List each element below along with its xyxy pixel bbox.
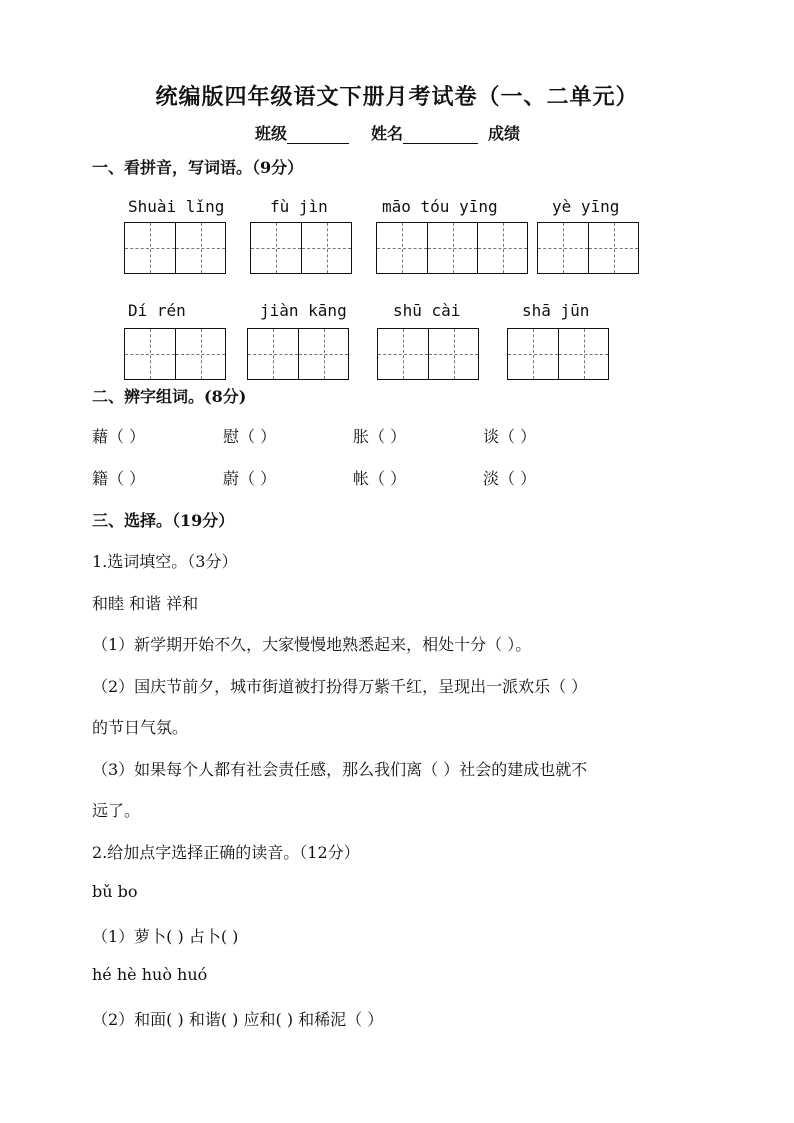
word-pair-item[interactable]: 蔚（ ） xyxy=(223,469,277,488)
pronunciation-line-1[interactable]: （1）萝卜( ) 占卜( ) xyxy=(92,927,239,946)
writing-cell[interactable] xyxy=(508,329,558,379)
sentence-3-continued: 远了。 xyxy=(92,801,141,820)
writing-cell[interactable] xyxy=(298,329,348,379)
class-blank[interactable] xyxy=(287,127,349,144)
pinyin-label: Shuài lǐng xyxy=(128,197,225,216)
writing-cell[interactable] xyxy=(125,223,175,273)
writing-cell[interactable] xyxy=(248,329,298,379)
writing-grid[interactable] xyxy=(537,222,639,274)
writing-cell[interactable] xyxy=(125,329,175,379)
pinyin-options-1: bǔ bo xyxy=(92,882,138,901)
word-pair-item[interactable]: 淡（ ） xyxy=(483,469,537,488)
sentence-2[interactable]: （2）国庆节前夕，城市街道被打扮得万紫千红，呈现出一派欢乐（ ） xyxy=(92,677,588,696)
writing-cell[interactable] xyxy=(428,329,478,379)
writing-grid[interactable] xyxy=(377,328,479,380)
writing-cell[interactable] xyxy=(251,223,301,273)
pinyin-label: Dí rén xyxy=(128,301,186,320)
word-pair-item[interactable]: 慰（ ） xyxy=(223,427,277,446)
word-pair-item[interactable]: 谈（ ） xyxy=(483,427,537,446)
writing-grid[interactable] xyxy=(124,328,226,380)
writing-cell[interactable] xyxy=(538,223,588,273)
writing-grid[interactable] xyxy=(247,328,349,380)
pinyin-label: māo tóu yīng xyxy=(382,197,498,216)
writing-grid[interactable] xyxy=(124,222,226,274)
pinyin-label: shū cài xyxy=(393,301,461,320)
writing-cell[interactable] xyxy=(378,329,428,379)
writing-cell[interactable] xyxy=(175,329,225,379)
writing-cell[interactable] xyxy=(175,223,225,273)
class-label: 班级 xyxy=(255,124,288,143)
name-blank[interactable] xyxy=(403,127,478,144)
word-pair-item[interactable]: 籍（ ） xyxy=(92,469,146,488)
pinyin-label: yè yīng xyxy=(552,197,620,216)
writing-grid[interactable] xyxy=(250,222,352,274)
sentence-3[interactable]: （3）如果每个人都有社会责任感，那么我们离（ ）社会的建成也就不 xyxy=(92,760,588,779)
name-label: 姓名 xyxy=(371,124,404,143)
section2-heading: 二、辨字组词。(8分) xyxy=(92,387,247,406)
word-pair-item[interactable]: 藉（ ） xyxy=(92,427,146,446)
writing-cell[interactable] xyxy=(477,223,527,273)
section3-heading: 三、选择。（19分） xyxy=(92,511,235,530)
writing-cell[interactable] xyxy=(427,223,477,273)
student-info-line xyxy=(255,121,520,144)
pinyin-label: fù jìn xyxy=(270,197,328,216)
sentence-2-continued: 的节日气氛。 xyxy=(92,718,189,737)
writing-cell[interactable] xyxy=(558,329,608,379)
pronunciation-line-2[interactable]: （2）和面( ) 和谐( ) 应和( ) 和稀泥（ ） xyxy=(92,1010,384,1029)
writing-cell[interactable] xyxy=(588,223,638,273)
pinyin-label: shā jūn xyxy=(522,301,590,320)
question-1-title: 1.选词填空。（3分） xyxy=(92,552,238,571)
word-pair-item[interactable]: 胀（ ） xyxy=(353,427,407,446)
sentence-1[interactable]: （1）新学期开始不久，大家慢慢地熟悉起来，相处十分（ ）。 xyxy=(92,635,532,654)
score-label: 成绩 xyxy=(488,124,521,143)
section1-heading: 一、看拼音，写词语。（9分） xyxy=(92,158,304,177)
writing-cell[interactable] xyxy=(377,223,427,273)
page-title: 统编版四年级语文下册月考试卷（一、二单元） xyxy=(155,84,639,110)
question-2-title: 2.给加点字选择正确的读音。（12分） xyxy=(92,843,360,862)
writing-grid[interactable] xyxy=(376,222,528,274)
word-pair-item[interactable]: 帐（ ） xyxy=(353,469,407,488)
writing-grid[interactable] xyxy=(507,328,609,380)
pinyin-label: jiàn kāng xyxy=(260,301,347,320)
pinyin-options-2: hé hè huò huó xyxy=(92,965,208,984)
writing-cell[interactable] xyxy=(301,223,351,273)
word-choices: 和睦 和谐 祥和 xyxy=(92,594,199,613)
